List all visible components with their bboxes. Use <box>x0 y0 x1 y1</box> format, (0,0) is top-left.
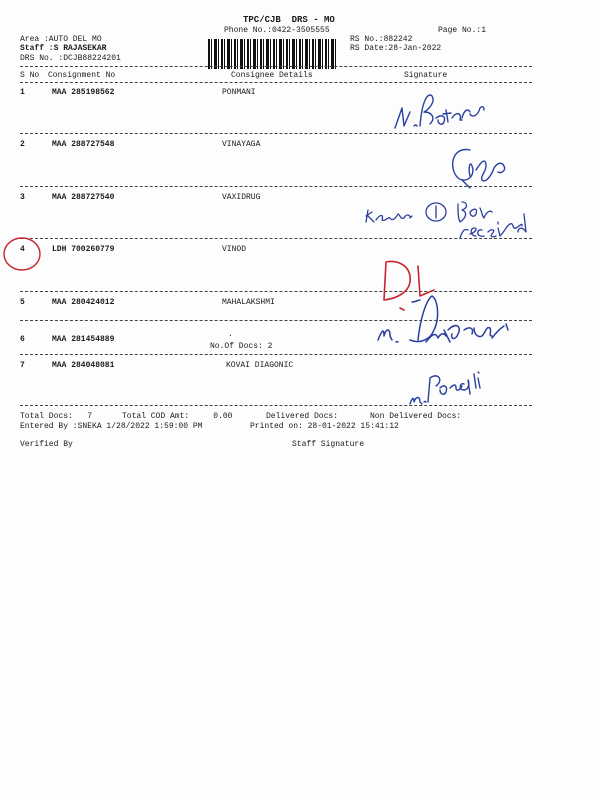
row-consignment: MAA 285198562 <box>52 88 115 97</box>
row-consignee: . <box>228 330 233 339</box>
row-consignment: MAA 284048081 <box>52 361 115 370</box>
no-of-docs: No.Of Docs: 2 <box>210 342 273 351</box>
barcode <box>208 39 336 69</box>
page-number: Page No.:1 <box>438 26 487 35</box>
row-consignment: MAA 288727548 <box>52 140 115 149</box>
row-sno: 6 <box>20 335 25 344</box>
row-sno: 4 <box>20 245 25 254</box>
total-cod-amount: Total COD Amt: 0.00 <box>122 412 233 421</box>
column-header-consignment: Consignment No <box>48 71 116 80</box>
divider <box>20 82 532 83</box>
staff-field: Staff :S RAJASEKAR <box>20 44 107 53</box>
row-consignment: MAA 288727540 <box>52 193 115 202</box>
divider <box>20 238 532 239</box>
signature-row-2 <box>453 150 505 188</box>
verified-by-label: Verified By <box>20 440 73 449</box>
divider <box>20 354 532 355</box>
row-sno: 1 <box>20 88 25 97</box>
row-consignee: PONMANI <box>222 88 256 97</box>
area-field: Area :AUTO DEL MO <box>20 35 102 44</box>
row-consignee: KOVAI DIAGONIC <box>226 361 294 370</box>
row-consignment: LDH 700260779 <box>52 245 115 254</box>
rs-date: RS Date:28-Jan-2022 <box>350 44 442 53</box>
delivered-docs: Delivered Docs: <box>266 412 339 421</box>
entered-by: Entered By :SNEKA 1/28/2022 1:59:00 PM <box>20 422 203 431</box>
divider <box>20 405 532 406</box>
column-header-signature: Signature <box>404 71 448 80</box>
row-sno: 5 <box>20 298 25 307</box>
total-docs: Total Docs: 7 <box>20 412 93 421</box>
staff-signature-label: Staff Signature <box>292 440 365 449</box>
row-sno: 3 <box>20 193 25 202</box>
non-delivered-docs: Non Delivered Docs: <box>370 412 462 421</box>
row-consignment: MAA 281454889 <box>52 335 115 344</box>
column-header-consignee: Consignee Details <box>231 71 313 80</box>
signature-row-6 <box>378 296 508 342</box>
rs-number: RS No.:882242 <box>350 35 413 44</box>
row-consignee: VINAYAGA <box>222 140 261 149</box>
phone-number: Phone No.:0422-3505555 <box>224 26 330 35</box>
signature-row-1 <box>395 95 484 128</box>
divider <box>20 133 532 134</box>
column-header-sno: S No <box>20 71 40 80</box>
signature-row-7 <box>410 372 480 404</box>
divider <box>20 291 532 292</box>
divider <box>20 320 532 321</box>
row-consignee: MAHALAKSHMI <box>222 298 275 307</box>
row-sno: 7 <box>20 361 25 370</box>
drs-number: DRS No. :DCJB88224201 <box>20 54 121 63</box>
row-consignee: VAXIDRUG <box>222 193 261 202</box>
signature-row-3 <box>366 202 526 238</box>
mark-row-5 <box>384 262 434 310</box>
document-title: TPC/CJB DRS - MO <box>243 15 335 25</box>
row-consignment: MAA 280424012 <box>52 298 115 307</box>
divider <box>20 66 532 67</box>
row-consignee: VINOD <box>222 245 247 254</box>
printed-on: Printed on: 28-01-2022 15:41:12 <box>250 422 399 431</box>
row-sno: 2 <box>20 140 25 149</box>
divider <box>20 186 532 187</box>
